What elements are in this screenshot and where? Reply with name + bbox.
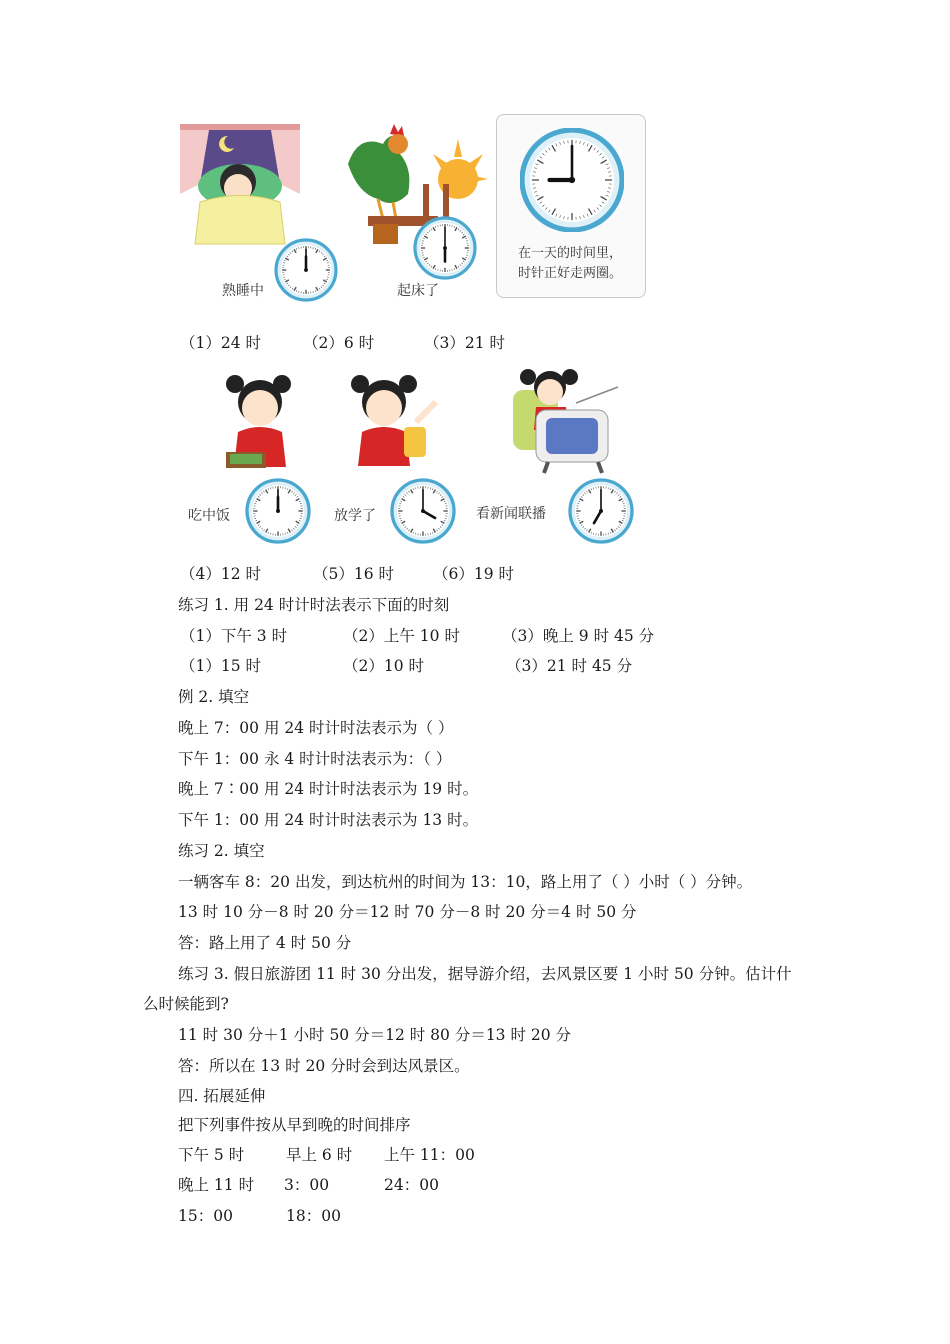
exercise-1-q1: （1）下午 3 时: [180, 627, 288, 645]
row1-label-1: （1）24 时: [180, 334, 262, 352]
clock-3: [520, 128, 624, 232]
example-2-title: 例 2. 填空: [178, 688, 250, 706]
clock-pivot: [443, 246, 447, 250]
exercise-1-a3: （3）21 时 45 分: [506, 657, 633, 675]
sleeping-girl-illustration: [180, 124, 300, 249]
caption-school-out: 放学了: [334, 508, 376, 524]
example-2-q1: 晚上 7：00 用 24 时计时法表示为（ ）: [178, 719, 454, 737]
exercise-1-a2: （2）10 时: [343, 657, 425, 675]
event-5: 3：00: [284, 1176, 330, 1194]
row2-label-4: （4）12 时: [180, 565, 262, 583]
clock-2: [413, 216, 477, 280]
event-3: 上午 11：00: [384, 1146, 475, 1164]
exercise-1-title: 练习 1. 用 24 时计时法表示下面的时刻: [178, 596, 450, 614]
clock-pivot: [599, 509, 603, 513]
caption-getting-up: 起床了: [397, 283, 439, 299]
event-2: 早上 6 时: [286, 1146, 353, 1164]
exercise-2-title: 练习 2. 填空: [178, 842, 265, 860]
event-4: 晚上 11 时: [178, 1176, 255, 1194]
section-4-title: 四. 拓展延伸: [178, 1087, 266, 1105]
clock-note-line1: 在一天的时间里，: [517, 246, 622, 261]
clock-pivot: [569, 177, 575, 183]
example-2-a2: 下午 1：00 用 24 时计时法表示为 13 时。: [178, 811, 479, 829]
clock-6: [568, 478, 634, 544]
exercise-3-question-line1: 练习 3. 假日旅游团 11 时 30 分出发，据导游介绍，去风景区要 1 小时 50 分钟。估计什: [178, 965, 792, 983]
row1-label-2: （2）6 时: [303, 334, 375, 352]
row2-label-6: （6）19 时: [433, 565, 515, 583]
exercise-3-answer: 答：所以在 13 时 20 分时会到达风景区。: [178, 1057, 470, 1075]
example-2-q2: 下午 1：00 永 4 时计时法表示为：（ ）: [178, 750, 452, 768]
exercise-1-q3: （3）晚上 9 时 45 分: [502, 627, 655, 645]
exercise-2-question: 一辆客车 8：20 出发，到达杭州的时间为 13：10，路上用了（ ）小时（ ）分钟。: [178, 873, 753, 891]
clock-pivot: [276, 509, 280, 513]
event-7: 15：00: [178, 1207, 233, 1225]
event-8: 18：00: [286, 1207, 341, 1225]
exercise-2-work: 13 时 10 分－8 时 20 分＝12 时 70 分－8 时 20 分＝4 时 50 分: [178, 903, 637, 921]
section-4-instruction: 把下列事件按从早到晚的时间排序: [178, 1116, 411, 1134]
caption-news: 看新闻联播: [476, 506, 546, 522]
event-6: 24：00: [384, 1176, 439, 1194]
clock-4: [245, 478, 311, 544]
caption-sleeping: 熟睡中: [222, 283, 264, 299]
exercise-1-q2: （2）上午 10 时: [343, 627, 460, 645]
clock-5: [390, 478, 456, 544]
exercise-3-work: 11 时 30 分＋1 小时 50 分＝12 时 80 分＝13 时 20 分: [178, 1026, 572, 1044]
clock-1: [274, 238, 338, 302]
exercise-3-question-line2: 么时候能到?: [143, 995, 229, 1013]
example-2-a1: 晚上 7∶00 用 24 时计时法表示为 19 时。: [178, 780, 479, 798]
clock-note-line2: 时针正好走两圈。: [517, 266, 622, 281]
girl-watching-tv-illustration: [508, 365, 623, 475]
row2-label-5: （5）16 时: [313, 565, 395, 583]
exercise-1-a1: （1）15 时: [180, 657, 262, 675]
clock-pivot: [304, 268, 308, 272]
caption-lunch: 吃中饭: [188, 508, 230, 524]
row1-label-3: （3）21 时: [424, 334, 506, 352]
girl-eating-illustration: [220, 372, 300, 472]
exercise-2-answer: 答：路上用了 4 时 50 分: [178, 934, 352, 952]
clock-pivot: [421, 509, 425, 513]
event-1: 下午 5 时: [178, 1146, 245, 1164]
girl-after-school-illustration: [346, 372, 446, 467]
